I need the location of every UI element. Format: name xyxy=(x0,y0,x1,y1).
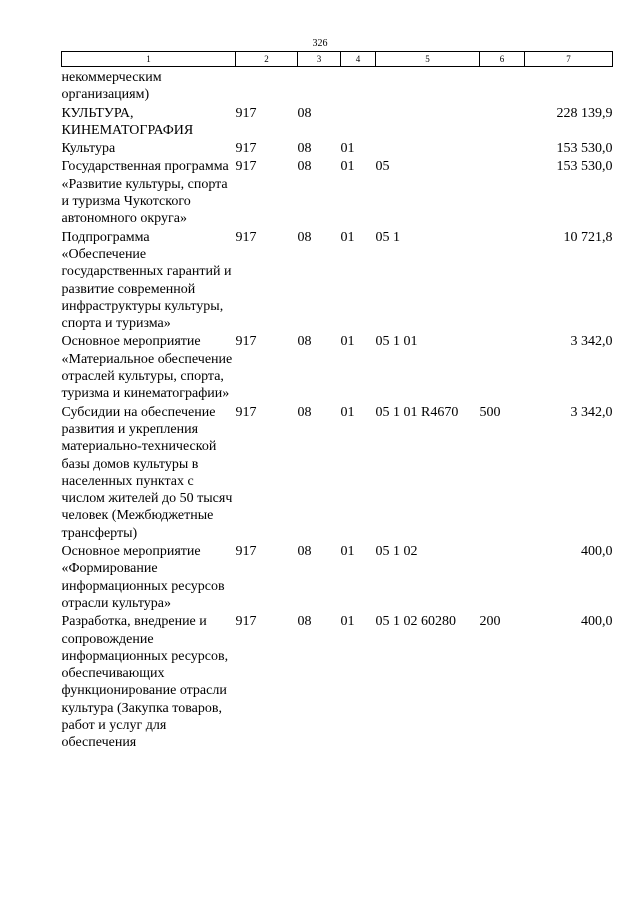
amount: 153 530,0 xyxy=(556,159,613,175)
col-header-7: 7 xyxy=(525,52,613,67)
expense-type-code: 200 xyxy=(479,614,501,630)
row-name: Культура xyxy=(61,141,116,157)
col-header-3: 3 xyxy=(298,52,341,67)
table-row xyxy=(62,542,613,612)
row-name: Разработка, внедрение и сопровождение информационных ресурсов, обеспечивающих функционирование отрасли культура (Закупка товаров, работ и услуг для обеспечения xyxy=(61,614,229,751)
expense-type-code: 500 xyxy=(479,404,501,420)
table-row xyxy=(62,67,613,104)
amount: 400,0 xyxy=(581,614,613,630)
subsection-code: 01 xyxy=(340,614,355,630)
amount: 3 342,0 xyxy=(570,404,613,420)
row-name: Государственная программа «Развитие культуры, спорта и туризма Чукотского автономного округа» xyxy=(61,159,229,227)
col-header-4: 4 xyxy=(341,52,376,67)
subsection-code: 01 xyxy=(340,229,355,245)
amount: 228 139,9 xyxy=(556,105,613,121)
page-number: 326 xyxy=(312,38,328,49)
expense-type-code xyxy=(480,67,525,104)
subsection-code: 01 xyxy=(340,404,355,420)
amount: 400,0 xyxy=(581,544,613,560)
target-article-code: 05 1 01 xyxy=(375,334,418,350)
ministry-code: 917 xyxy=(235,544,257,560)
col-header-2: 2 xyxy=(236,52,298,67)
ministry-code: 917 xyxy=(235,404,257,420)
section-code: 08 xyxy=(297,141,312,157)
section-code xyxy=(298,67,341,104)
subsection-code: 01 xyxy=(340,159,355,175)
expense-type-code xyxy=(480,332,525,402)
target-article-code: 05 1 01 R4670 xyxy=(375,404,459,420)
target-article-code xyxy=(376,139,480,157)
amount xyxy=(525,67,613,104)
target-article-code xyxy=(376,67,480,104)
section-code: 08 xyxy=(297,334,312,350)
subsection-code: 01 xyxy=(340,141,355,157)
col-header-5: 5 xyxy=(376,52,480,67)
target-article-code xyxy=(376,104,480,140)
ministry-code: 917 xyxy=(235,159,257,175)
section-code: 08 xyxy=(297,105,312,121)
expense-type-code xyxy=(480,542,525,612)
table-row xyxy=(62,332,613,402)
section-code: 08 xyxy=(297,229,312,245)
ministry-code xyxy=(236,67,298,104)
row-name: Основное мероприятие «Формирование информационных ресурсов отрасли культура» xyxy=(61,544,225,611)
amount: 3 342,0 xyxy=(570,334,613,350)
table-row xyxy=(62,139,613,157)
expense-type-code xyxy=(480,157,525,227)
subsection-code: 01 xyxy=(340,544,355,560)
ministry-code: 917 xyxy=(235,105,257,121)
subsection-code: 01 xyxy=(340,334,355,350)
row-name: КУЛЬТУРА, КИНЕМАТОГРАФИЯ xyxy=(61,105,194,138)
section-code: 08 xyxy=(297,159,312,175)
target-article-code: 05 xyxy=(375,159,390,175)
expense-type-code xyxy=(480,104,525,140)
ministry-code: 917 xyxy=(235,141,257,157)
expense-type-code xyxy=(480,228,525,333)
row-name: Подпрограмма «Обеспечение государственных гарантий и развитие современной инфраструктуры культуры, спорта и туризма» xyxy=(61,229,232,332)
subsection-code xyxy=(341,104,376,140)
row-name: Субсидии на обеспечение развития и укрепления материально-технической базы домов культуры в населенных пунктах с числом жителей до 50 тысяч человек (Межбюджетные трансферты) xyxy=(61,404,233,541)
header-row xyxy=(62,52,613,67)
ministry-code: 917 xyxy=(235,229,257,245)
subsection-code xyxy=(341,67,376,104)
col-header-1: 1 xyxy=(62,52,236,67)
section-code: 08 xyxy=(297,614,312,630)
ministry-code: 917 xyxy=(235,334,257,350)
row-name: некоммерческим организациям) xyxy=(61,70,162,103)
target-article-code: 05 1 xyxy=(375,229,400,245)
target-article-code: 05 1 02 60280 xyxy=(375,614,456,630)
amount: 10 721,8 xyxy=(563,229,613,245)
col-header-6: 6 xyxy=(480,52,525,67)
table-row xyxy=(62,104,613,140)
table-row xyxy=(62,612,613,751)
section-code: 08 xyxy=(297,544,312,560)
row-name: Основное мероприятие «Материальное обеспечение отраслей культуры, спорта, туризма и кинематографии» xyxy=(61,334,233,402)
ministry-code: 917 xyxy=(235,614,257,630)
target-article-code: 05 1 02 xyxy=(375,544,418,560)
table-row xyxy=(62,403,613,542)
table-row xyxy=(62,228,613,333)
expense-type-code xyxy=(480,139,525,157)
table-row xyxy=(62,157,613,227)
amount: 153 530,0 xyxy=(556,141,613,157)
section-code: 08 xyxy=(297,404,312,420)
budget-table xyxy=(61,51,613,752)
